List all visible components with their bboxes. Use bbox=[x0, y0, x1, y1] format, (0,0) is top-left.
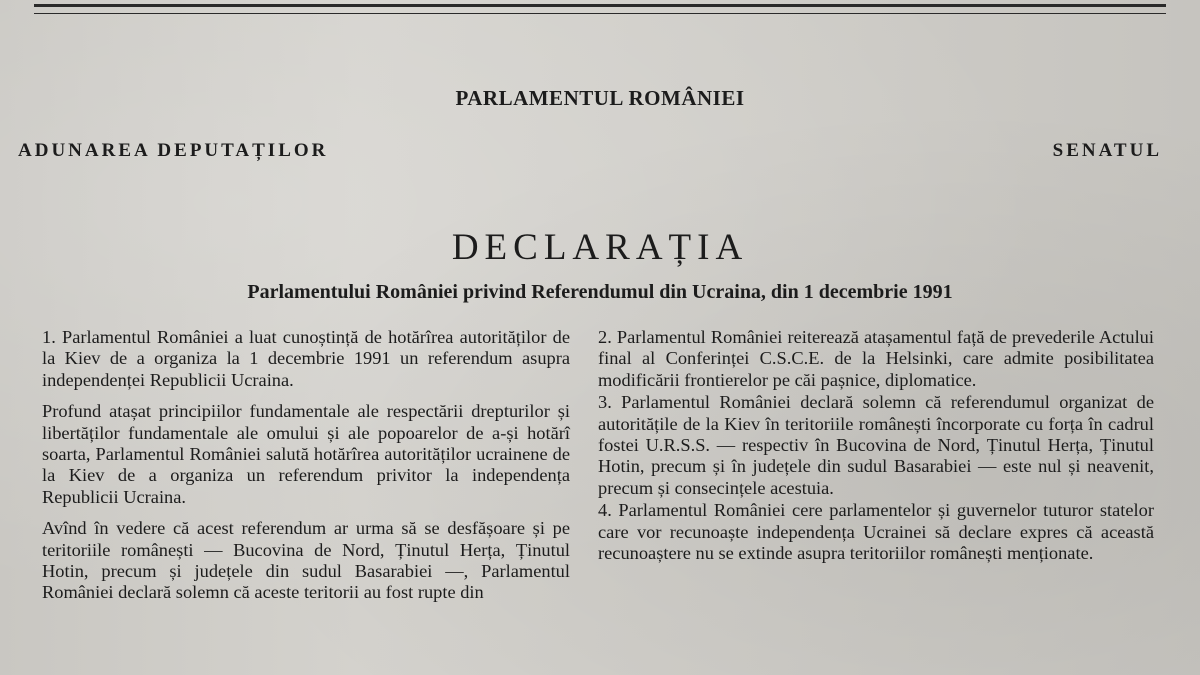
paragraph: Profund atașat principiilor fundamentale ale respectării drepturilor și libertăților fundamentale ale omului și ale popoarelor de a-și hotărî soarta, Parlamentul României salută hotărîrea autorităților ucrainene de la Kiev de a organiza un referendum privitor la independența Republicii Ucraina. bbox=[42, 401, 570, 507]
paragraph: 3. Parlamentul României declară solemn că referendumul organizat de autoritățile de la Kiev în teritoriile românești încorporate cu forța în cadrul fostei U.R.S.S. — respectiv în Bucovina de Nord, Ținutul Herța, Ținutul Hotin, precum și în județele din sudul Basarabiei — este nul și neavenit, precum și consecințele acestuia. bbox=[598, 392, 1154, 498]
declaration-title: DECLARAȚIA bbox=[451, 227, 749, 268]
paragraph: 1. Parlamentul României a luat cunoștință de hotărîrea autorităților de la Kiev de a organiza la 1 decembrie 1991 un referendum asupra independenței Republicii Ucraina. bbox=[42, 327, 570, 390]
chamber-deputies-label: ADUNAREA DEPUTAȚILOR bbox=[18, 140, 329, 161]
paragraph: Avînd în vedere că acest referendum ar urma să se desfășoare și pe teritoriile românești — Bucovina de Nord, Ținutul Herța, Ținutul Hotin, precum și județele din sudul Basarabiei —, Parlamentul României declară solemn că aceste teritorii au fost rupte din bbox=[42, 518, 570, 603]
right-column bbox=[598, 327, 1154, 565]
top-rule bbox=[34, 4, 1166, 14]
declaration-subtitle: Parlamentului României privind Referendumul din Ucraina, din 1 decembrie 1991 bbox=[247, 281, 953, 303]
paragraph: 2. Parlamentul României reiterează atașamentul față de prevederile Actului final al Conferinței C.S.C.E. de la Helsinki, care admite posibilitatea modificării frontierelor pe căi pașnice, diplomatice. bbox=[598, 327, 1154, 390]
paragraph: 4. Parlamentul României cere parlamentelor și guvernelor tuturor statelor care vor recunoaște independența Ucrainei să declare expres că această recunoaștere nu se extinde asupra teritoriilor românești menționate. bbox=[598, 500, 1154, 564]
parliament-heading: PARLAMENTUL ROMÂNIEI bbox=[455, 86, 745, 110]
left-column bbox=[42, 327, 570, 614]
senate-label: SENATUL bbox=[1052, 140, 1162, 161]
